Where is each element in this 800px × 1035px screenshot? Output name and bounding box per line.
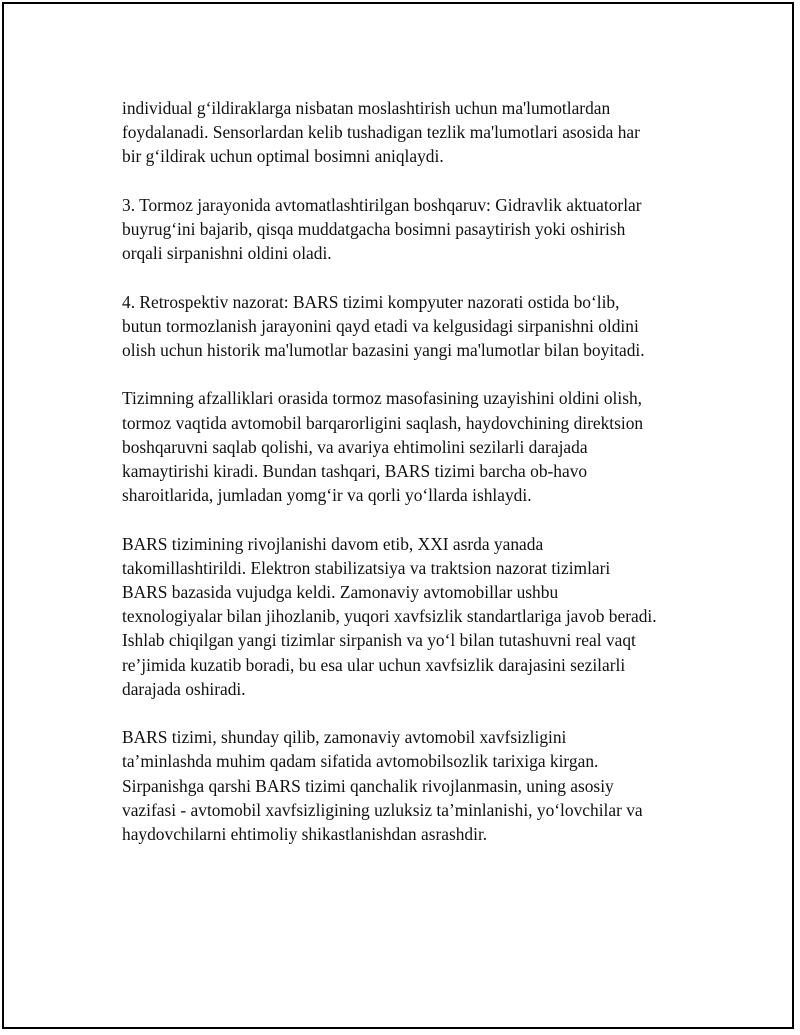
paragraph-6 xyxy=(122,725,722,846)
text-line: Sirpanishga qarshi BARS tizimi qanchalik rivojlanmasin, uning asosiy xyxy=(122,775,614,796)
text-line: orqali sirpanishni oldini oladi. xyxy=(122,243,332,264)
text-line: haydovchilarni ehtimoliy shikastlanishdan asrashdir. xyxy=(122,824,488,845)
text-line: 3. Tormoz jarayonida avtomatlashtirilgan boshqaruv: Gidravlik aktuatorlar xyxy=(122,194,642,215)
text-line: olish uchun historik ma'lumotlar bazasini yangi ma'lumotlar bilan boyitadi. xyxy=(122,340,645,360)
text-line: takomillashtirildi. Elektron stabilizatsiya va traktsion nazorat tizimlari xyxy=(122,557,611,578)
text-line: foydalanadi. Sensorlardan kelib tushadigan tezlik ma'lumotlari asosida har xyxy=(122,122,640,143)
page-frame xyxy=(2,2,794,1029)
text-line: re’jimida kuzatib boradi, bu esa ular uchun xavfsizlik darajasini sezilarli xyxy=(122,654,626,675)
text-line: butun tormozlanish jarayonini qayd etadi va kelgusidagi sirpanishni oldini xyxy=(122,315,639,336)
paragraph-4 xyxy=(122,386,722,507)
text-line: ta’minlashda muhim qadam sifatida avtomobilsozlik tarixiga kirgan. xyxy=(122,751,599,772)
text-line: Tizimning afzalliklari orasida tormoz masofasining uzayishini oldini olish, xyxy=(122,388,643,409)
paragraph-3 xyxy=(122,290,722,363)
text-line: BARS bazasida vujudga keldi. Zamonaviy avtomobillar ushbu xyxy=(122,582,559,602)
text-line: BARS tizimi, shunday qilib, zamonaviy avtomobil xavfsizligini xyxy=(122,727,567,748)
text-line: vazifasi - avtomobil xavfsizligining uzluksiz ta’minlanishi, yo‘lovchilar va xyxy=(122,799,643,820)
text-line: tormoz vaqtida avtomobil barqarorligini saqlash, haydovchining direktsion xyxy=(122,412,644,433)
text-line: sharoitlarida, jumladan yomg‘ir va qorli yo‘llarda ishlaydi. xyxy=(122,485,532,506)
text-line: texnologiyalar bilan jihozlanib, yuqori xavfsizlik standartlariga javob beradi. xyxy=(122,606,657,627)
text-line: kamaytirishi kiradi. Bundan tashqari, BARS tizimi barcha ob-havo xyxy=(122,461,588,481)
text-line: buyrug‘ini bajarib, qisqa muddatgacha bosimni pasaytirish yoki oshirish xyxy=(122,219,626,239)
text-line: 4. Retrospektiv nazorat: BARS tizimi kompyuter nazorati ostida bo‘lib, xyxy=(122,291,620,312)
paragraph-5 xyxy=(122,532,722,701)
text-line: bir g‘ildirak uchun optimal bosimni aniqlaydi. xyxy=(122,146,444,167)
text-line: BARS tizimining rivojlanishi davom etib, XXI asrda yanada xyxy=(122,533,544,554)
text-line: individual g‘ildiraklarga nisbatan moslashtirish uchun ma'lumotlardan xyxy=(122,98,611,118)
paragraph-1 xyxy=(122,96,722,169)
paragraph-2 xyxy=(122,193,722,266)
text-line: Ishlab chiqilgan yangi tizimlar sirpanish va yo‘l bilan tutashuvni real vaqt xyxy=(122,630,636,651)
document-body xyxy=(122,96,722,870)
text-line: darajada oshiradi. xyxy=(122,678,246,699)
text-line: boshqaruvni saqlab qolishi, va avariya ehtimolini sezilarli darajada xyxy=(122,436,588,457)
